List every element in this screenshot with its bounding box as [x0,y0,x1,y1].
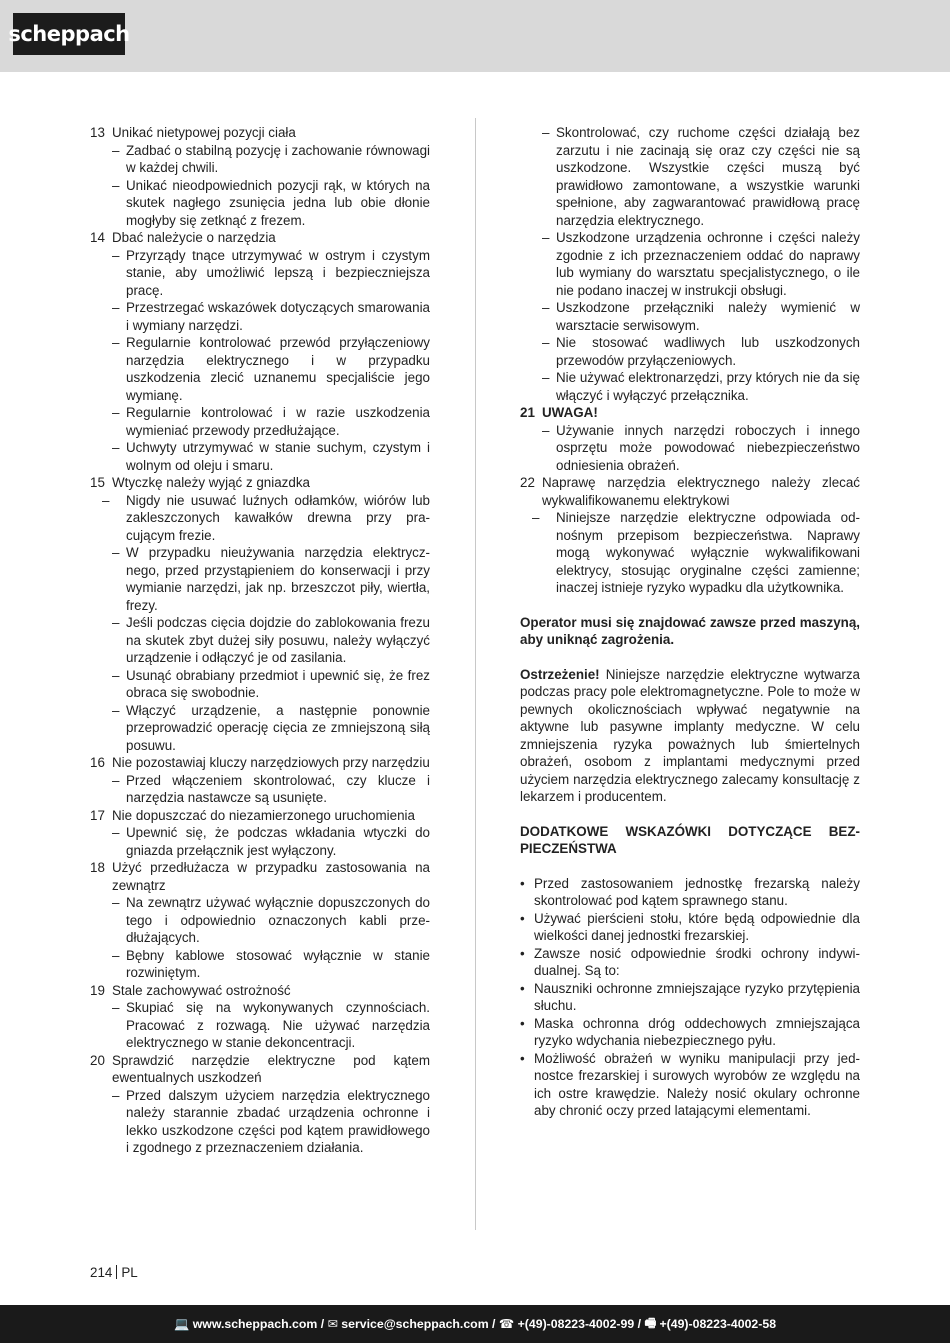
mail-icon: ✉ [327,1317,342,1331]
item-number: 22 [520,475,535,490]
item-number: 14 [90,230,105,245]
phone-icon: ☎ [498,1317,518,1331]
dash-marker: – [112,545,120,560]
footer-email[interactable]: service@scheppach.com [341,1317,489,1331]
column-divider [475,118,476,1230]
footer-separator: / [634,1317,645,1331]
dash-marker: – [112,772,120,788]
list-subitem [112,177,430,230]
footer-bar [0,1305,950,1343]
list-subitem [112,894,430,947]
list-subitem [542,369,860,404]
section-heading: DODATKOWE WSKAZÓWKI DOTYCZĄCE BEZPIECZEŃSTWA [520,823,860,856]
list-subitem [542,299,860,334]
list-subitem [112,404,430,439]
item-number: 15 [90,475,105,490]
subitem-text: Włączyć urządzenie, a następnie ponownie przeprowadzić operację cięcia ze zmniejszoną siłą posuwu. [126,702,430,753]
list-subitem [112,544,430,614]
bullet-text: Przed zastosowaniem jednostkę frezarską należy skontrolować pod kątem sprawnego stanu. [534,875,860,908]
dash-marker: – [542,335,550,350]
subitem-text: Unikać nieodpowiednich pozycji rąk, w których na skutek nagłego zsunięcia jedna lub obie dłonie mogłyby się zetknąć z frezem. [126,177,430,228]
dash-marker: – [542,300,550,315]
list-item [90,229,430,474]
list-subitem [542,334,860,369]
footer-separator: / [317,1317,328,1331]
list-subitem [542,422,860,475]
bullet-item [520,945,860,980]
emf-warning [520,666,860,806]
dash-marker: – [112,440,120,455]
warning-label: Ostrzeżenie! [520,666,600,682]
continued-list [520,124,860,404]
item-number: 21 [520,405,535,420]
item-heading: Sprawdzić narzędzie elektryczne pod kątem ewentualnych uszkodzeń [112,1052,430,1085]
dash-marker: – [112,247,120,263]
scheppach-logo: scheppach [13,13,125,55]
left-column [90,124,430,1157]
item-heading: Użyć przedłużacza w przypadku zastosowania na zewnątrz [112,860,430,893]
dash-marker: – [542,230,550,245]
item-heading: Stale zachowywać ostrożność [112,982,291,998]
dash-marker: – [112,615,120,630]
dash-marker: – [112,947,120,963]
subitem-text: W przypadku nieużywania narzędzia elektrycznego, przed przystąpieniem do konserwacji i przy wymianie narzędzi, jak np. brzeszczot piły, wiertła, frezy. [126,545,430,613]
list-item [520,474,860,597]
subitem-text: Uchwyty utrzymywać w stanie suchym, czystym i wolnym od oleju i smaru. [126,440,430,473]
dash-marker: – [112,300,120,315]
page-separator [116,1265,117,1279]
dash-marker: – [542,125,550,140]
dash-marker: – [112,895,120,910]
subitem-text: Nie używać elektronarzędzi, przy których nie da się włączyć i wyłączyć przełącznika. [556,370,860,403]
bullet-dot-icon: • [520,980,525,996]
bullet-dot-icon: • [520,1015,525,1031]
subitem-text: Upewnić się, że podczas wkładania wtyczki do gniazda przełącznik jest wyłączony. [126,825,430,858]
list-subitem [112,247,430,300]
subitem-text: Regularnie kontrolować przewód przyłączeniowy narzędzia elektrycznego i w przypadku uszkodzenia zlecić uznanemu specjaliście jego wymianę. [126,335,430,403]
list-subitem [112,334,430,404]
item-number: 13 [90,125,105,140]
footer-website[interactable]: www.scheppach.com [192,1317,318,1331]
item-number: 19 [90,982,105,998]
bullet-text: Nauszniki ochronne zmniejszające ryzyko przytępienia słuchu. [534,980,860,1013]
header-bar [0,0,950,72]
subitem-text: Używanie innych narzędzi roboczych i innego osprzętu może powodować niebezpieczeństwo odniesienia obrażeń. [556,422,860,473]
dash-marker: – [102,492,110,508]
item-number: 18 [90,860,105,875]
page-number-value: 214 [90,1265,113,1280]
subitem-text: Jeśli podczas cięcia dojdzie do zablokowania frezu na skutek zbyt dużej siły posuwu, należy wyłączyć urządzenie i odłączyć je od zasilania. [126,615,430,665]
list-subitem [112,439,430,474]
right-column [520,124,860,1120]
subitem-text: Uszkodzone przełączniki należy wymienić w warsztacie serwisowym. [556,300,860,333]
monitor-icon: 💻 [173,1316,193,1331]
warning-text: Niniejsze narzędzie elektryczne wytwarza podczas pracy pole elektromagnetyczne. Pole to może w pewnych okolicznościach wpływać negatywnie na aktywne lub pasywne implanty medyczne. W celu zmniejszenia ryzyka poważnych lub śmiertelnych obrażeń, osobom z implantami medycznymi przed użyciem narzędzia elektrycznego zalecamy konsultację z lekarzem i producentem. [520,666,860,804]
list-subitem [112,667,430,702]
list-item [90,807,430,860]
bullet-list [520,875,860,1120]
bullet-dot-icon: • [520,945,525,961]
list-subitem [532,509,860,597]
dash-marker: – [112,702,120,718]
dash-marker: – [112,1087,120,1103]
subitem-text: Nie stosować wadliwych lub uszkodzonych przewodów przyłączeniowych. [556,335,860,368]
list-item [90,124,430,229]
bullet-item [520,980,860,1015]
subitem-text: Bębny kablowe stosować wyłącznie w stanie rozwiniętym. [126,947,430,980]
page-language: PL [121,1265,138,1280]
bullet-dot-icon: • [520,910,525,926]
subitem-text: Uszkodzone urządzenia ochronne i części należy zgodnie z ich przeznaczeniem oddać do naprawy lub wymiany do warsztatu specjalistycznego, o ile nie podano inaczej w instrukcji obsługi. [556,230,860,298]
dash-marker: – [542,422,550,438]
dash-marker: – [542,370,550,385]
subitem-text: Usunąć obrabiany przedmiot i upewnić się, że frez obraca się swobodnie. [126,667,430,700]
list-subitem [112,614,430,667]
list-subitem [112,824,430,859]
list-subitem [112,772,430,807]
bullet-item [520,1050,860,1120]
list-subitem [112,299,430,334]
subitem-text: Regularnie kontrolować i w razie uszkodzenia wymieniać przewody przedłużające. [126,405,430,438]
dash-marker: – [112,1000,120,1015]
dash-marker: – [112,142,120,158]
item-heading: Wtyczkę należy wyjąć z gniazdka [112,475,310,490]
list-item [90,754,430,807]
list-subitem [542,229,860,299]
page-number [90,1265,138,1280]
bullet-text: Zawsze nosić odpowiednie środki ochrony indywidualnej. Są to: [534,945,860,978]
list-item [90,859,430,982]
subitem-text: Przed dalszym użyciem narzędzia elektrycznego należy starannie zbadać urządzenia ochronne i lekko uszkodzone części pod kątem prawidłowego i zgodnego z przeznaczeniem działania. [126,1087,430,1155]
list-item [90,474,430,754]
bullet-text: Możliwość obrażeń w wyniku manipulacji przy jednostce frezarskiej i surowych wyrobów ze względu na ich ostre krawędzie. Należy nosić okulary ochronne aby chronić oczy przed latającymi elementami. [534,1050,860,1118]
item-heading: Unikać nietypowej pozycji ciała [112,125,296,140]
bullet-dot-icon: • [520,875,525,891]
list-item [90,982,430,1052]
bullet-item [520,875,860,910]
item-heading: Naprawę narzędzia elektrycznego należy zlecać wykwalifikowanemu elektrykowi [542,475,860,508]
item-number: 17 [90,807,105,823]
item-heading: Dbać należycie o narzędzia [112,230,276,245]
dash-marker: – [112,825,120,840]
list-subitem [112,1087,430,1157]
subitem-text: Przed włączeniem skontrolować, czy klucze i narzędzia nastawcze są usunięte. [126,772,430,805]
dash-marker: – [112,405,120,420]
item-heading: UWAGA! [542,405,598,420]
right-list [520,404,860,597]
subitem-text: Przyrządy tnące utrzymywać w ostrym i czystym stanie, aby umożliwić lepszą i bezpieczniejsza pracę. [126,247,430,298]
list-subitem [112,999,430,1052]
fax-icon: 🖷 [644,1315,660,1330]
subitem-text: Zadbać o stabilną pozycję i zachowanie równowagi w każdej chwili. [126,142,430,175]
list-subitem [102,492,430,545]
bullet-item [520,1015,860,1050]
bullet-dot-icon: • [520,1050,525,1066]
item-number: 16 [90,755,105,770]
dash-marker: – [112,177,120,193]
footer-fax: +(49)-08223-4002-58 [659,1317,777,1331]
list-item [520,404,860,474]
dash-marker: – [112,667,120,683]
subitem-text: Skontrolować, czy ruchome części działają bez zarzutu i nie zacinają się oraz czy części nie są uszkodzone. Wszystkie części muszą być prawidłowo zamontowane, a wszystkie warunki spełnione, aby zagwarantować prawidłową pracę narzędzia elektrycznego. [556,125,860,228]
dash-marker: – [532,510,540,525]
operator-note: Operator musi się znajdować zawsze przed maszyną, aby uniknąć zagrożenia. [520,614,860,647]
list-subitem [112,142,430,177]
subitem-text: Na zewnątrz używać wyłącznie dopuszczonych do tego i odpowiednio oznaczonych kabli przedłużających. [126,895,430,945]
list-subitem [112,702,430,755]
item-heading: Nie pozostawiaj kluczy narzędziowych przy narzędziu [112,755,430,770]
dash-marker: – [112,335,120,350]
list-subitem [542,124,860,229]
list-item [90,1052,430,1157]
subitem-text: Niniejsze narzędzie elektryczne odpowiada odnośnym przepisom bezpieczeństwa. Naprawy mogą wykonywać wyłącznie wykwalifikowani elektrycy, stosując oryginalne części zamienne; inaczej istnieje ryzyko wypadku dla użytkownika. [556,510,860,595]
subitem-text: Skupiać się na wykonywanych czynnościach. Pracować z rozwagą. Nie używać narzędzia elektrycznego w stanie dekoncentracji. [126,1000,430,1050]
bullet-text: Używać pierścieni stołu, które będą odpowiednie dla wielkości danej jednostki frezarskiej. [534,910,860,943]
bullet-item [520,910,860,945]
footer-phone: +(49)-08223-4002-99 [517,1317,635,1331]
item-heading: Nie dopuszczać do niezamierzonego uruchomienia [112,807,415,823]
list-subitem [112,947,430,982]
subitem-text: Przestrzegać wskazówek dotyczących smarowania i wymiany narzędzi. [126,300,430,333]
footer-separator: / [488,1317,499,1331]
subitem-text: Nigdy nie usuwać luźnych odłamków, wiórów lub zakleszczonych kawałków drewna przy pracującym frezie. [126,492,430,543]
bullet-text: Maska ochronna dróg oddechowych zmniejszająca ryzyko wdychania niebezpiecznego pyłu. [534,1015,860,1048]
item-number: 20 [90,1052,105,1068]
